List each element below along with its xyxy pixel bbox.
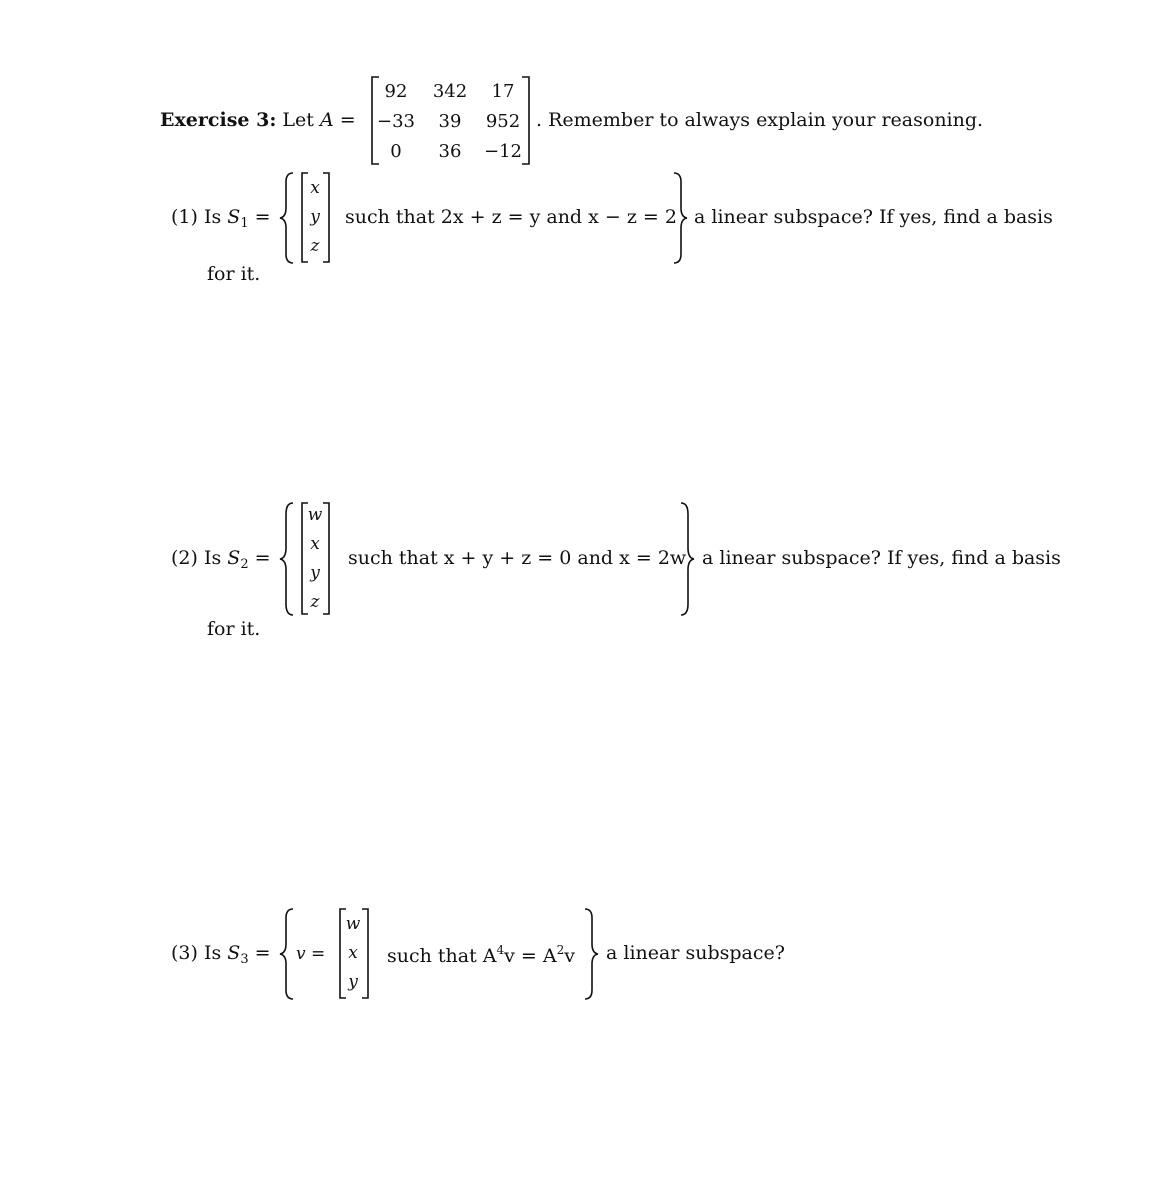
q3-set-sub: 3: [240, 952, 249, 967]
q3-condition-mid: v = A: [504, 945, 557, 967]
q1-vector-right-bracket: [321, 172, 331, 264]
q3-vector-entry: y: [348, 972, 358, 992]
q3-is: Is: [203, 942, 222, 964]
q2-equals: =: [254, 547, 271, 569]
q3-tail: a linear subspace?: [606, 942, 785, 964]
q3-power-4: 4: [496, 943, 505, 957]
exercise-label: Exercise 3:: [160, 109, 277, 131]
reasoning-remark: . Remember to always explain your reasoning.: [536, 109, 984, 131]
q1-tail: a linear subspace? If yes, find a basis: [694, 206, 1053, 228]
q2-vector-entry: y: [310, 563, 320, 583]
q1-right-brace: [671, 172, 689, 264]
q3-power-2: 2: [556, 943, 565, 957]
equals-sign: =: [339, 109, 356, 131]
exercise-header: [160, 111, 356, 130]
q1-equals: =: [254, 206, 271, 228]
matrix-cell: 39: [438, 111, 462, 132]
let-word: Let: [282, 109, 314, 131]
q3-condition-post: v: [564, 945, 575, 967]
matrix-cell: 342: [432, 81, 468, 102]
q3-condition: [387, 944, 575, 966]
matrix-cell: 36: [438, 141, 462, 162]
q1-vector-entry: x: [310, 178, 320, 198]
q1-vector-entry: y: [310, 207, 320, 227]
q2-number: (2): [171, 547, 198, 569]
q1-number: (1): [171, 206, 198, 228]
q2-set: S: [227, 547, 241, 569]
q2-vector-entry: x: [310, 534, 320, 554]
q3-vector-right-bracket: [360, 908, 370, 1000]
q3-equals: =: [254, 942, 271, 964]
q2-set-sub: 2: [240, 557, 249, 572]
matrix-name: A: [319, 109, 334, 131]
q2-left-brace: [278, 502, 296, 616]
q3-v-equals: v =: [296, 944, 326, 964]
q1-lead: [171, 208, 271, 230]
q2-vector-right-bracket: [321, 502, 331, 616]
q1-left-brace: [278, 172, 296, 264]
q2-vector-entry: z: [310, 592, 320, 612]
q1-vector-entry: z: [310, 236, 320, 256]
matrix-cell: 92: [384, 81, 408, 102]
matrix-cell: 0: [390, 141, 402, 162]
q3-vector-entry: x: [348, 943, 358, 963]
q2-condition: such that x + y + z = 0 and x = 2w: [348, 547, 687, 569]
q3-lead: [171, 944, 271, 966]
q2-continuation: for it.: [207, 618, 261, 640]
q3-set: S: [227, 942, 241, 964]
matrix-cell: −12: [484, 141, 522, 162]
q1-set-sub: 1: [240, 216, 249, 231]
matrix-cell: −33: [377, 111, 415, 132]
q1-is: Is: [203, 206, 222, 228]
matrix-cell: 952: [485, 111, 521, 132]
q2-lead: [171, 549, 271, 571]
q3-vector-entry: w: [345, 914, 361, 934]
q2-is: Is: [203, 547, 222, 569]
q3-left-brace: [278, 908, 296, 1000]
matrix-cell: 17: [491, 81, 515, 102]
q3-number: (3): [171, 942, 198, 964]
q2-tail: a linear subspace? If yes, find a basis: [702, 547, 1061, 569]
q1-continuation: for it.: [207, 263, 261, 285]
q2-vector-entry: w: [307, 505, 323, 525]
q2-right-brace: [678, 502, 696, 616]
q1-condition: such that 2x + z = y and x − z = 2: [345, 206, 677, 228]
q3-right-brace: [582, 908, 600, 1000]
q1-set: S: [227, 206, 241, 228]
q3-condition-pre: such that A: [387, 945, 497, 967]
